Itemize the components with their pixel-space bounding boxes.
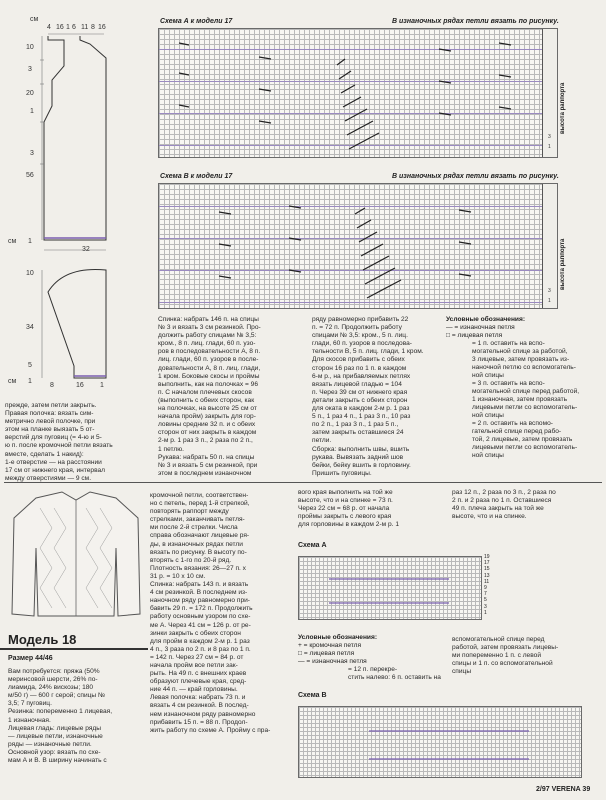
row-11: 11	[484, 578, 490, 585]
legend1-item-cable2: = 3 п. оставить на вспо- могательной спице перед работой, 1 изнаночная, затем провязать лицевыми петли со вспомогатель- ной спицы	[472, 380, 580, 419]
small-schema-a-row-numbers	[484, 554, 490, 616]
back-sleeve-text: Спинка: набрать 146 п. на спицы № 3 и вязать 3 см резинкой. Про- должить работу спицами № 3,5: кром., 8 п. лиц. глади, 60 п. узо- ров в последовательности А, 8 п. лиц. глади, 60 п. узоров в после- довательности А, 8 п. лиц. глади, 1 кром. Боковые скосы и проймы выполнить, как на полочках = 96 п. С началом плечевых скосов (выполнить с обеих сторон, как на полочках, на высоте 25 см от начала пройм) закрыть для гор- ловины средние 32 п. и с обеих сторон от них закрыть в каждом 2-м р. 1 раз 3 п., 2 раза по 2 п., 1 петлю. Рукава: набрать 50 п. на спицы № 3 и вязать 5 см резинкой, при этом в последнем изнаночном	[158, 316, 261, 477]
row-5: 5	[484, 597, 487, 604]
model18-instructions-text: кромочной петли, соответствен- но с петель, перед 1-й стрелкой, повторять раппорт между стрелками, заканчивать петля- ми после 2-й стрелки. Числа справа обозначают лицевые ря- ды, в изнаночных рядах петли вязать по рисунку. В высоту по- вторять с 1-го по 20-й ряд. Плотность вязания: 26—27 п. х 31 р. = 10 х 10 см. Спинка: набрать 143 п. и вязать 4 см резинкой. В последнем из- наночном ряду равномерно при- бавить 29 п. = 172 п. Продолжить работу основным узором по схе- ме А. Через 41 см = 126 р. от ре- зинки закрыть с обеих сторон для пройм в каждом 2-м р. 1 раз 4 п., 3 раза по 2 п. и 8 раз по 1 п. = 142 п. Через 27 см = 84 р. от начала пройм все петли зак- рыть. На 49 п. с внешних краев образуют плечевые края, сред- ние 44 п. — край горловины. Левая полочка: набрать 73 п. и вязать 4 см резинкой. В послед- нем изнаночном ряду равномерно прибавить 15 п. = 88 п. Продол- жить работу по схеме А. Пройму с пра-	[150, 492, 271, 734]
schema-b-title: Схема В к модели 17	[160, 173, 233, 180]
dim-cm-top: см	[30, 16, 39, 23]
schema-b-row-1: 1	[548, 298, 551, 304]
schema-a-grid	[158, 28, 558, 158]
small-schema-a-grid	[298, 556, 482, 620]
schema-a-rapport-label: высота раппорта	[560, 82, 566, 134]
dim-bottom-cm: см	[8, 238, 17, 245]
sleeve-bottom-2: 16	[76, 382, 84, 389]
legend1-item-knit: □ = лицевая петля	[446, 332, 503, 339]
sleeve-dim-3: 5	[28, 362, 32, 369]
legend1-item-cable3: = 2 п. оставить на вспомо- гательной спице перед рабо- той, 2 лицевые, затем провязать лицевыми петли со вспомогатель- ной спицы	[472, 420, 578, 459]
dim-left-5: 3	[30, 150, 34, 157]
small-schema-b-title: Схема В	[298, 692, 327, 699]
legend-model17	[446, 316, 602, 460]
right-front-text: прежде, затем петли закрыть. Правая полочка: вязать сим- метрично левой полочке, при этом на планке выязать 5 от- верстий для пуговиц (= 4-ю и 5- ю п. после кромочной петли вязать вместе, сделать 1 накид): 1-е отверстие — на расстоянии 17 см от нижнего края, интервал между отверстиями — 9 см.	[5, 402, 113, 482]
dim-top-6: 8	[91, 24, 95, 31]
row-17: 17	[484, 560, 490, 567]
legend2-continued-text: вспомогательной спице перед работой, затем провязать лицевы- ми попеременно 1 п. с левой спицы и 1 п. со вспомогательной спицы	[452, 636, 559, 676]
left-front-continued-text: вого края выполнить на той же высоте, что и на спинке = 73 п. Через 22 см = 68 р. от начала проймы закрыть с левого края для горловины в каждом 2-м р. 1	[298, 489, 400, 529]
model18-title-rule	[0, 648, 148, 650]
legend2-title: Условные обозначения:	[298, 634, 378, 641]
legend2-item-cross: = 12 п. перекре- стить налево: 6 п. оставить на	[348, 666, 441, 681]
schema-b-row-3: 3	[548, 288, 551, 294]
schema-a-row-1: 1	[548, 144, 551, 150]
page-footer: 2/97 VERENA 39	[536, 786, 591, 793]
dim-top-2: 16	[56, 24, 64, 31]
schema-a-row-3: 3	[548, 134, 551, 140]
sleeve-dim-cm: см	[8, 378, 17, 385]
section-divider	[4, 482, 602, 483]
sleeve-diagram	[4, 262, 114, 397]
row-13: 13	[484, 572, 490, 579]
legend1-title: Условные обозначения:	[446, 316, 526, 323]
row-3: 3	[484, 603, 487, 610]
schema-a-title: Схема А к модели 17	[160, 18, 233, 25]
dim-left-6: 56	[26, 172, 34, 179]
dim-top-5: 11	[81, 24, 89, 31]
front-piece-outline	[4, 14, 114, 254]
model18-materials-text: Вам потребуется: пряжа (50% меринсовой шерсти, 26% по- лиамида, 24% вискозы; 180 м/50 г) — 600 г серой; спицы № 3,5; 7 пуговиц. Резинка: попеременно 1 лицевая, 1 изнаночная. Лицевая гладь: лицевые ряды — лицевые петли, изнаночные ряды — изнаночные петли. Основной узор: вязать по схе- мам А и В. В ширину начинать с	[8, 668, 113, 765]
legend2-item-edge: + = кромочная петля	[298, 642, 362, 649]
row-19: 19	[484, 554, 490, 560]
legend2-item-knit: □ = лицевая петля	[298, 650, 355, 657]
sleeve-bottom-3: 1	[100, 382, 104, 389]
dim-left-3: 20	[26, 90, 34, 97]
dim-top-7: 16	[98, 24, 106, 31]
schema-b-rapport-label: высота раппорта	[560, 238, 566, 290]
dim-left-1: 10	[26, 44, 34, 51]
sleeve-bottom-1: 8	[50, 382, 54, 389]
sleeve-outline	[4, 262, 114, 397]
row-7: 7	[484, 591, 487, 598]
sleeve-dim-1: 10	[26, 270, 34, 277]
dim-left-2: 3	[28, 66, 32, 73]
row-15: 15	[484, 566, 490, 573]
dim-top-4: 6	[72, 24, 76, 31]
dim-top-1: 4	[47, 24, 51, 31]
legend1-item-cable1: = 1 п. оставить на вспо- могательной спице за работой, 3 лицевые, затем провязать из- наночной петлю со вспомогатель- ной спицы	[472, 340, 576, 379]
small-schema-a-title: Схема А	[298, 542, 327, 549]
model18-sweater-sketch	[6, 488, 146, 624]
sleeve-dim-4: 1	[28, 378, 32, 385]
row-1: 1	[484, 609, 487, 616]
dim-left-4: 1	[30, 108, 34, 115]
legend2-item-purl: — = изнаночная петля	[298, 658, 367, 665]
dim-bottom-width: 32	[82, 246, 90, 253]
sleeve-dim-2: 34	[26, 324, 34, 331]
small-schema-b-grid	[298, 706, 582, 778]
dim-top-3: 1	[66, 24, 70, 31]
row-9: 9	[484, 585, 487, 592]
legend1-item-purl: — = изнаночная петля	[446, 324, 515, 331]
legend-model18	[298, 634, 448, 682]
schema-b-grid	[158, 183, 558, 309]
schema-b-note: В изнаночных рядах петли вязать по рисунку.	[392, 173, 559, 180]
model18-title: Модель 18	[8, 632, 77, 647]
dim-bottom-1: 1	[28, 238, 32, 245]
sleeve-assembly-text: ряду равномерно прибавить 22 п. = 72 п. Продолжить работу спицами № 3,5: кром., 5 п. лиц. глади, 60 п. узоров в последова- тельности В, 5 п. лиц. глади, 1 кром. Для скосов прибавить с обеих сторон 16 раз по 1 п. в каждом 6-м р., на прибавляемых петлях вязать лицевой гладью = 104 п. Через 39 см от нижнего края детали закрыть с обеих сторон для оката в каждом 2-м р. 1 раз 5 п., 1 раз 4 п., 1 раз 3 п., 10 раз по 2 п., 1 раз 3 п., 1 раз 5 п., затем закрыть оставшиеся 24 петли. Сборка: выполнить швы, вшить рукава. Вывязать задний шов бейки, бейку вшить в горловину. Пришить пуговицы.	[312, 316, 424, 477]
front-piece-diagram	[4, 14, 114, 254]
neckline-text: раз 12 п., 2 раза по 3 п., 2 раза по 2 п. и 2 раза по 1 п. Оставшиеся 49 п. плеча закрыть на той же высоте, что и на спинке.	[452, 489, 556, 521]
model18-size: Размер 44/46	[8, 655, 53, 662]
schema-a-note: В изнаночных рядах петли вязать по рисунку.	[392, 18, 559, 25]
